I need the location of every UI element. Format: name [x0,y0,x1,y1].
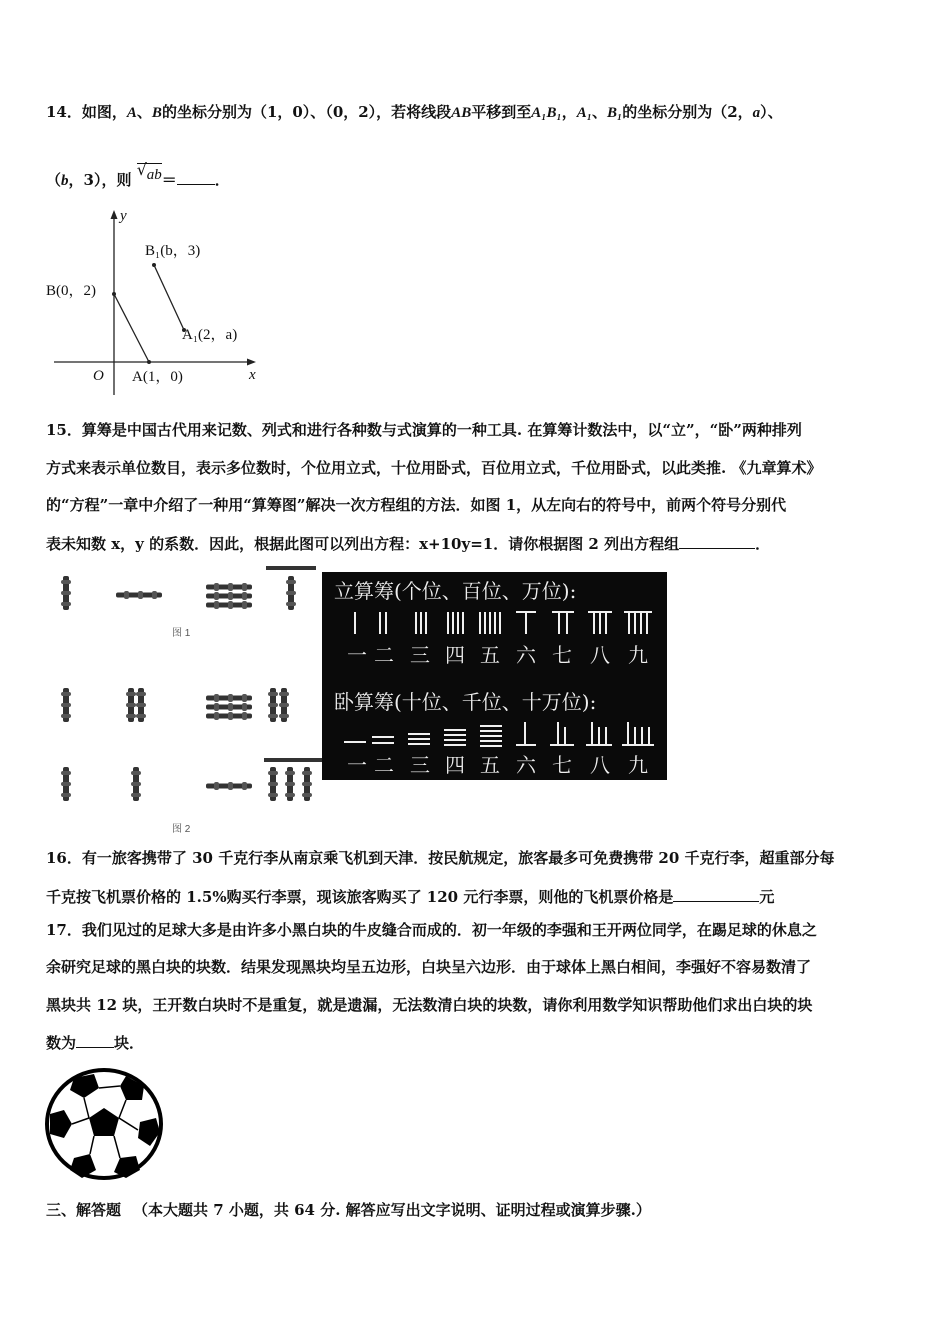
A1-label: A₁(2，a) [182,327,238,343]
figure-2-row-1 [61,688,289,722]
svg-text:六: 六 [516,643,536,667]
figure-1 [61,568,316,639]
svg-text:五: 五 [480,753,500,777]
counting-rod-figures [44,562,324,842]
segment-A1B1 [154,265,184,330]
wo-numeral-labels [347,753,648,777]
figure-1-caption: 图 1 [172,628,191,639]
svg-text:九: 九 [628,643,648,667]
answer-blank [177,169,215,185]
section-3-heading: 三、解答题 （本大题共 7 小题，共 64 分. 解答应写出文字说明、证明过程或演算步骤.） [46,1201,651,1219]
rod-numeral-board [322,572,667,780]
point-B [112,292,116,296]
segment-AB [114,294,149,362]
q15-line3: 的“方程”一章中介绍了一种用“算筹图”解决一次方程组的方法．如图 1，从左向右的符号中，前两个符号分别代 [46,496,787,514]
svg-text:一: 一 [347,753,367,777]
svg-text:四: 四 [445,753,465,777]
svg-text:八: 八 [590,643,610,667]
figure-2-row-2 [61,760,322,835]
svg-text:九: 九 [628,753,648,777]
q14-line1: 14．如图，A、B的坐标分别为（1，0）、（0，2），若将线段AB平移到至A₁B₁，A₁、B₁的坐标分别为（2，a）、 [46,103,783,121]
q14-coordinate-figure [44,205,269,395]
answer-blank [76,1032,114,1048]
point-B1 [152,263,156,267]
origin-label: O [93,368,104,384]
svg-text:七: 七 [552,753,572,777]
sqrt-expression: √ ab [136,160,162,183]
q17-line1: 17．我们见过的足球大多是由许多小黑白块的牛皮缝合而成的．初一年级的李强和王开两位同学，在踢足球的休息之 [46,921,817,939]
svg-text:二: 二 [374,753,394,777]
svg-text:四: 四 [445,643,465,667]
svg-text:一: 一 [347,643,367,667]
y-label: y [120,208,127,224]
y-axis-arrow-icon [111,210,118,219]
figure-2-caption: 图 2 [172,824,191,835]
q17-line2: 余研究足球的黑白块的块数．结果发现黑块均呈五边形，白块呈六边形．由于球体上黑白相间，李强好不容易数清了 [46,958,812,976]
li-numeral-labels [347,643,648,667]
svg-text:五: 五 [480,643,500,667]
A-label: A(1，0) [132,369,183,385]
svg-text:七: 七 [552,643,572,667]
q15-line4: 表未知数 x，y 的系数．因此，根据此图可以列出方程：x+10y=1．请你根据图 2 列出方程组 ． [46,535,771,553]
q17-line3: 黑块共 12 块，王开数白块时不是重复，就是遗漏，无法数清白块的块数，请你利用数学知识帮助他们求出白块的块 [46,996,813,1014]
q15-line2: 方式来表示单位数目，表示多位数时，个位用立式，十位用卧式，百位用立式，千位用卧式，以此类推. 《九章算术》 [46,459,822,477]
q15-line1: 15．算筹是中国古代用来记数、列式和进行各种数与式演算的一种工具. 在算筹计数法中，以“立”，“卧”两种排列 [46,421,802,439]
svg-text:二: 二 [374,643,394,667]
svg-text:三: 三 [410,643,430,667]
answer-blank [673,886,759,902]
wo-title: 卧算筹(十位、千位、十万位): [334,690,597,714]
svg-text:八: 八 [590,753,610,777]
B1-label: B₁(b，3) [145,243,201,259]
q16-line2: 千克按飞机票价格的 1.5%购买行李票，现该旅客购买了 120 元行李票，则他的飞机票价格是 元 [46,888,775,906]
soccer-ball-icon [44,1066,166,1182]
svg-text:六: 六 [516,753,536,777]
x-axis-arrow-icon [247,359,256,366]
point-A [147,360,151,364]
q16-line1: 16．有一旅客携带了 30 千克行李从南京乘飞机到天津．按民航规定，旅客最多可免费携带 20 千克行李，超重部分每 [46,849,835,867]
B-label: B(0，2) [46,283,96,299]
q14-line2: （b，3），则 √ ab＝ ． [46,160,230,189]
li-title: 立算筹(个位、百位、万位): [334,579,577,603]
x-label: x [249,367,256,383]
q17-line4: 数为 块． [46,1034,145,1052]
answer-blank [679,533,755,549]
svg-text:三: 三 [410,753,430,777]
